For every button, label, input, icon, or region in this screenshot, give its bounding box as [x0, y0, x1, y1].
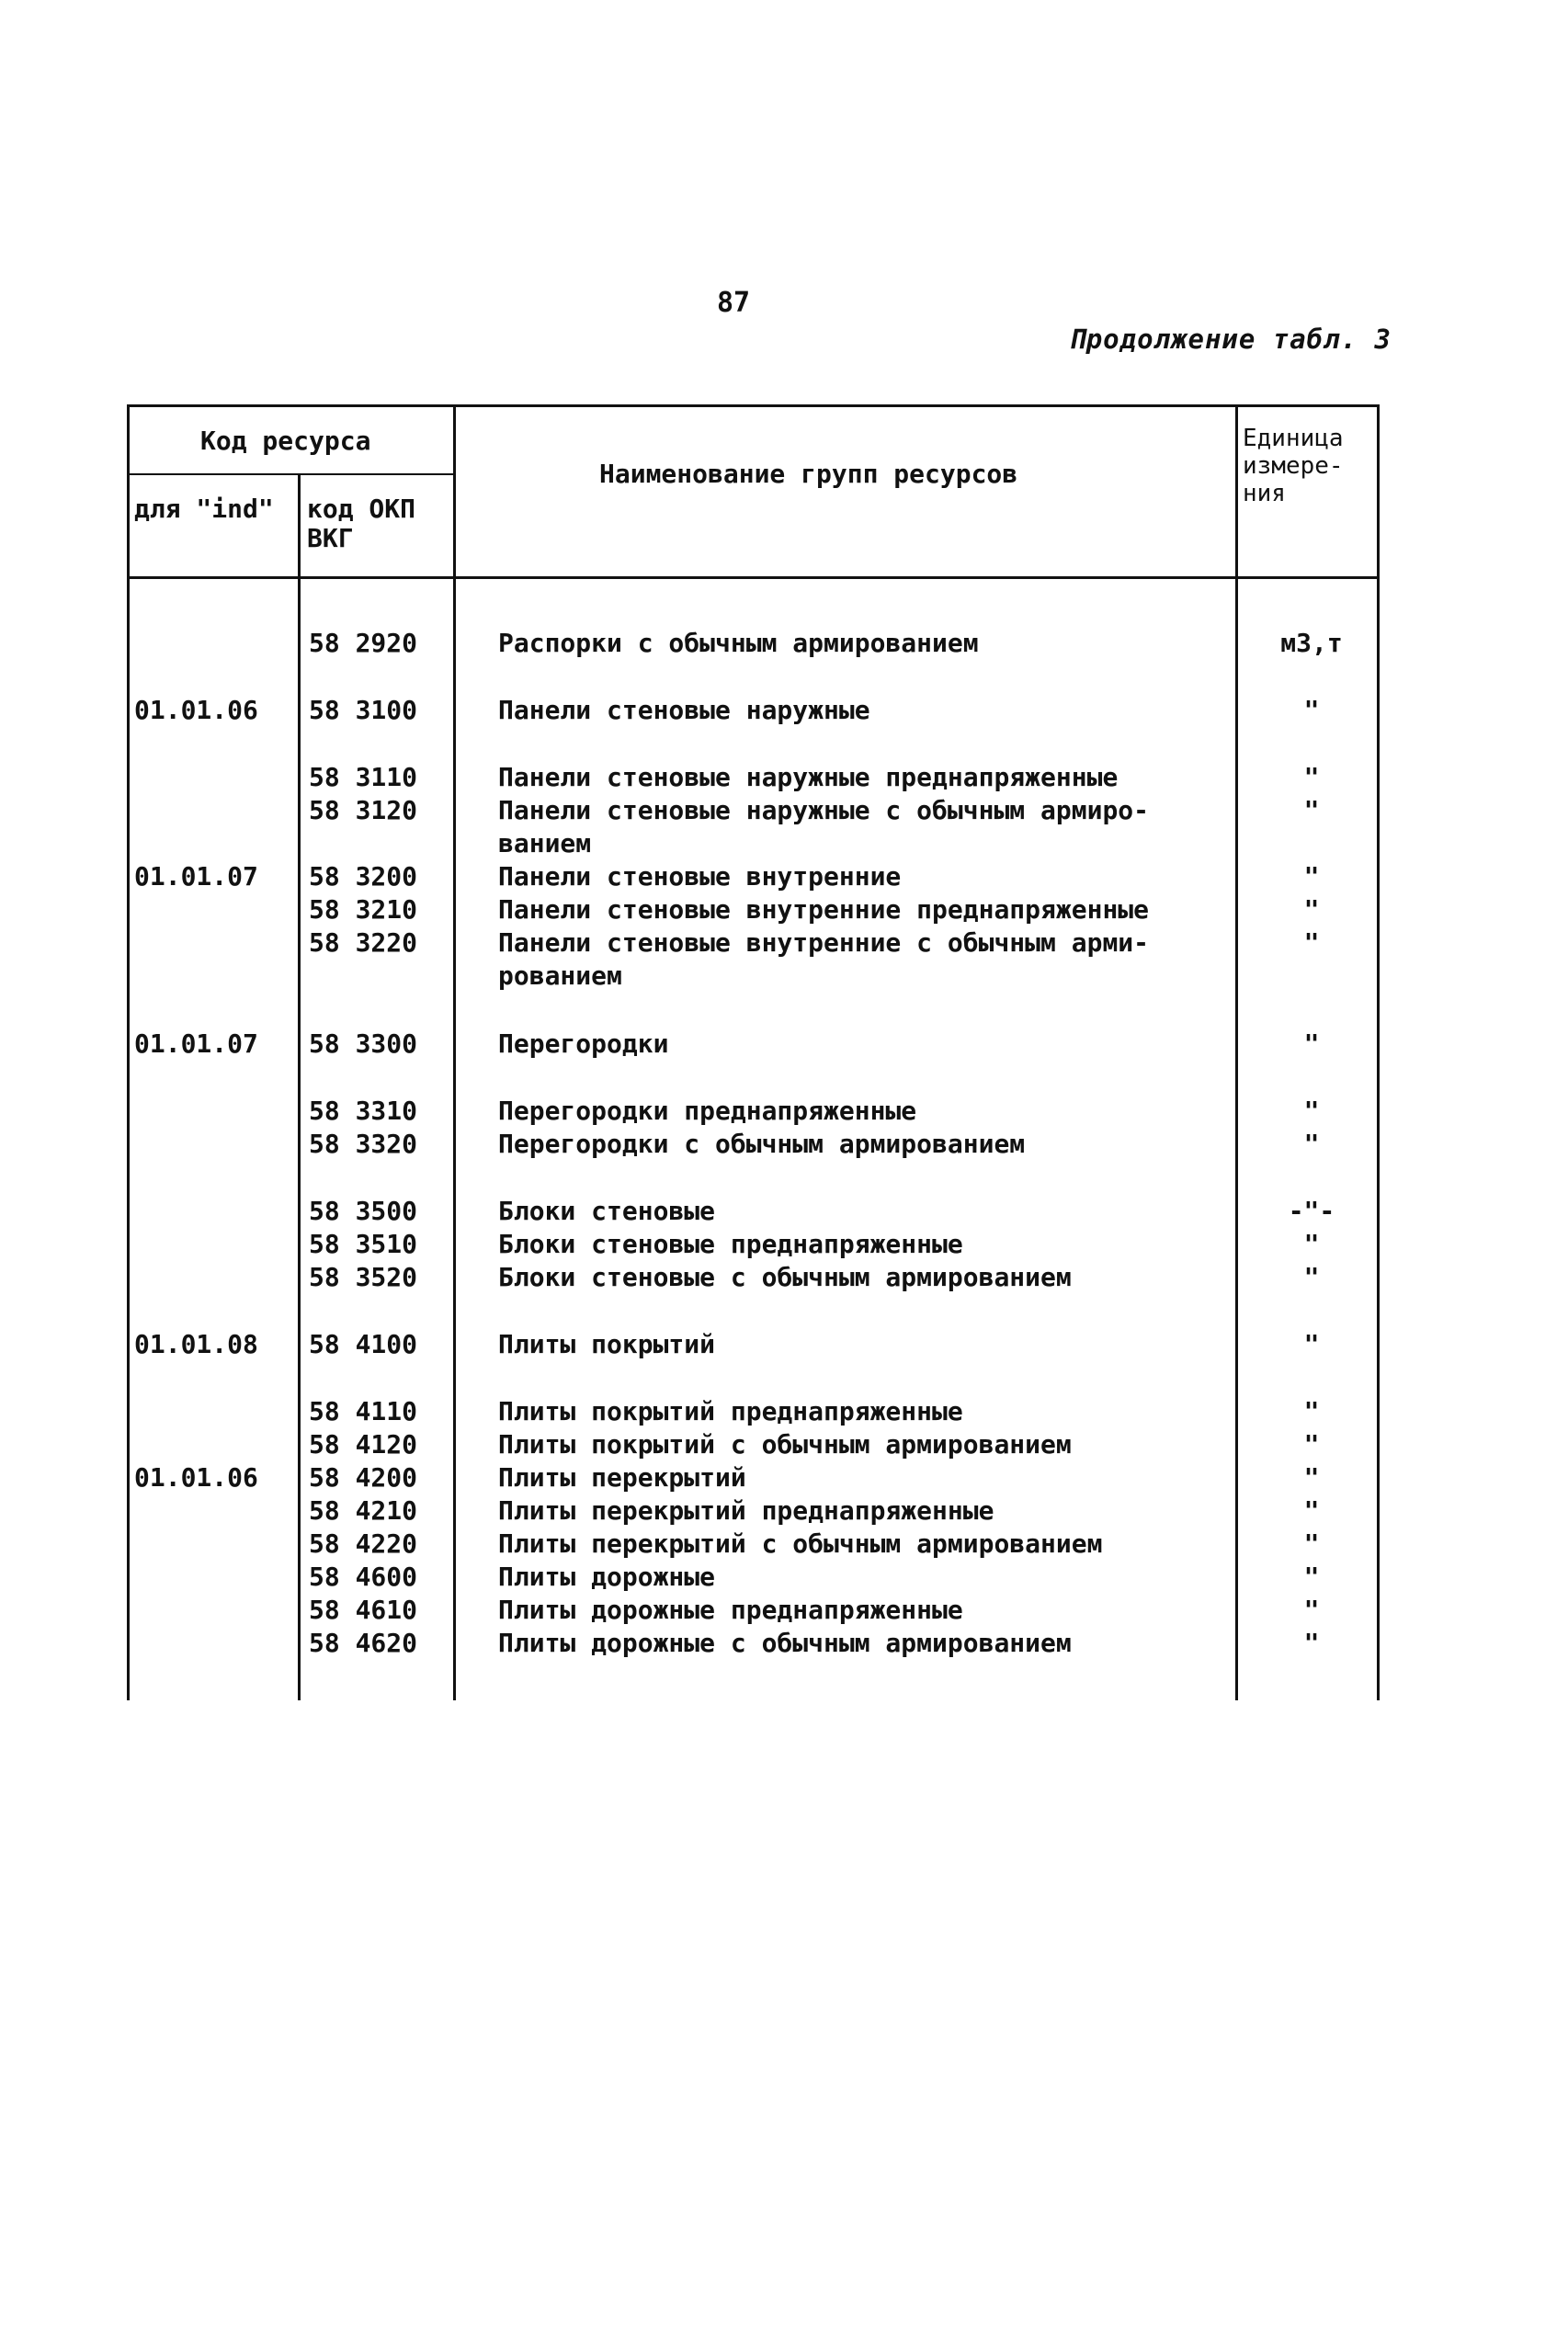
cell-okp: 58 3120 — [309, 795, 418, 825]
header-group-name: Наименование групп ресурсов — [599, 459, 1018, 489]
cell-name: Панели стеновые наружные с обычным армиро- — [498, 795, 1150, 825]
cell-okp: 58 4210 — [309, 1495, 418, 1526]
cell-unit: " — [1303, 927, 1320, 958]
cell-ind: 01.01.06 — [134, 695, 258, 725]
cell-unit: " — [1303, 1396, 1320, 1426]
cell-okp: 58 3210 — [309, 894, 418, 925]
table-row — [0, 1028, 1568, 1061]
table-row — [0, 827, 1568, 860]
cell-okp: 58 4220 — [309, 1528, 418, 1559]
table-row — [0, 1195, 1568, 1228]
cell-unit: " — [1303, 762, 1320, 792]
cell-unit: -"- — [1288, 1196, 1335, 1226]
cell-unit: " — [1303, 1096, 1320, 1126]
cell-unit: " — [1303, 695, 1320, 725]
cell-unit: " — [1303, 1495, 1320, 1526]
table-row — [0, 1461, 1568, 1494]
cell-name: рованием — [498, 960, 622, 991]
table-row — [0, 893, 1568, 926]
cell-name: Перегородки преднапряженные — [498, 1096, 917, 1126]
header-okp — [307, 494, 415, 553]
cell-okp: 58 3100 — [309, 695, 418, 725]
header-ind: для "ind" — [134, 494, 274, 524]
cell-okp: 58 3110 — [309, 762, 418, 792]
cell-name: Плиты покрытий преднапряженные — [498, 1396, 963, 1426]
header-unit-line3: ния — [1243, 480, 1286, 507]
cell-name: Панели стеновые внутренние преднапряженные — [498, 894, 1150, 925]
cell-unit: " — [1303, 1129, 1320, 1159]
cell-name: Плиты дорожные — [498, 1562, 716, 1592]
table-row — [0, 960, 1568, 993]
header-resource-code: Код ресурса — [200, 426, 371, 456]
cell-ind: 01.01.06 — [134, 1462, 258, 1493]
cell-name: Панели стеновые внутренние — [498, 861, 902, 892]
cell-name: Панели стеновые наружные преднапряженные — [498, 762, 1119, 792]
table-row — [0, 1261, 1568, 1294]
cell-name: Перегородки — [498, 1028, 669, 1059]
cell-okp: 58 3300 — [309, 1028, 418, 1059]
table-subheader-divider — [127, 473, 454, 475]
cell-okp: 58 4100 — [309, 1329, 418, 1359]
cell-unit: " — [1303, 1462, 1320, 1493]
cell-name: Плиты покрытий с обычным армированием — [498, 1429, 1072, 1460]
header-okp-line2: ВКГ — [307, 523, 354, 553]
cell-unit: " — [1303, 1528, 1320, 1559]
cell-okp: 58 4110 — [309, 1396, 418, 1426]
cell-okp: 58 3500 — [309, 1196, 418, 1226]
cell-okp: 58 4620 — [309, 1628, 418, 1658]
header-unit — [1243, 425, 1381, 507]
table-row — [0, 794, 1568, 827]
table-row — [0, 1627, 1568, 1660]
cell-unit: " — [1303, 1429, 1320, 1460]
table-row — [0, 627, 1568, 660]
table-row — [0, 761, 1568, 794]
cell-name: Перегородки с обычным армированием — [498, 1129, 1026, 1159]
cell-okp: 58 4200 — [309, 1462, 418, 1493]
cell-unit: " — [1303, 1229, 1320, 1259]
table-row — [0, 1395, 1568, 1428]
cell-name: Панели стеновые наружные — [498, 695, 870, 725]
header-okp-line1: код ОКП — [307, 494, 416, 524]
table-row — [0, 1228, 1568, 1261]
header-unit-line2: измере- — [1243, 452, 1344, 480]
table-row — [0, 1494, 1568, 1528]
table-row — [0, 1095, 1568, 1128]
cell-name: Блоки стеновые преднапряженные — [498, 1229, 963, 1259]
table-top-border — [127, 404, 1379, 407]
table-row — [0, 694, 1568, 727]
table-row — [0, 926, 1568, 960]
table-row — [0, 1128, 1568, 1161]
cell-unit: " — [1303, 894, 1320, 925]
cell-okp: 58 3310 — [309, 1096, 418, 1126]
cell-unit: " — [1303, 1595, 1320, 1625]
cell-unit: " — [1303, 1028, 1320, 1059]
cell-okp: 58 2920 — [309, 628, 418, 658]
page-number: 87 — [717, 287, 751, 319]
cell-unit: " — [1303, 1562, 1320, 1592]
table-row — [0, 1561, 1568, 1594]
cell-okp: 58 3510 — [309, 1229, 418, 1259]
cell-okp: 58 4120 — [309, 1429, 418, 1460]
table-row — [0, 1428, 1568, 1461]
cell-unit: " — [1303, 1628, 1320, 1658]
cell-unit: м3,т — [1280, 628, 1343, 658]
cell-okp: 58 4600 — [309, 1562, 418, 1592]
cell-name: Панели стеновые внутренние с обычным арми- — [498, 927, 1150, 958]
cell-name: Распорки с обычным армированием — [498, 628, 979, 658]
table-continuation-label: Продолжение табл. 3 — [1069, 324, 1392, 355]
table-header-bottom-border — [127, 576, 1379, 579]
cell-name: ванием — [498, 828, 592, 858]
cell-okp: 58 3320 — [309, 1129, 418, 1159]
header-unit-line1: Единица — [1243, 425, 1344, 452]
cell-name: Блоки стеновые с обычным армированием — [498, 1262, 1072, 1292]
cell-okp: 58 3220 — [309, 927, 418, 958]
cell-unit: " — [1303, 861, 1320, 892]
cell-name: Плиты перекрытий с обычным армированием — [498, 1528, 1103, 1559]
cell-ind: 01.01.07 — [134, 1028, 258, 1059]
cell-name: Плиты покрытий — [498, 1329, 716, 1359]
table-row — [0, 1328, 1568, 1361]
cell-name: Блоки стеновые — [498, 1196, 716, 1226]
cell-name: Плиты перекрытий — [498, 1462, 746, 1493]
cell-unit: " — [1303, 1262, 1320, 1292]
cell-unit: " — [1303, 795, 1320, 825]
cell-ind: 01.01.07 — [134, 861, 258, 892]
table-row — [0, 1594, 1568, 1627]
cell-name: Плиты дорожные с обычным армированием — [498, 1628, 1072, 1658]
cell-unit: " — [1303, 1329, 1320, 1359]
table-row — [0, 860, 1568, 893]
cell-name: Плиты дорожные преднапряженные — [498, 1595, 963, 1625]
cell-ind: 01.01.08 — [134, 1329, 258, 1359]
cell-okp: 58 3200 — [309, 861, 418, 892]
cell-okp: 58 3520 — [309, 1262, 418, 1292]
table-row — [0, 1528, 1568, 1561]
cell-okp: 58 4610 — [309, 1595, 418, 1625]
cell-name: Плиты перекрытий преднапряженные — [498, 1495, 994, 1526]
